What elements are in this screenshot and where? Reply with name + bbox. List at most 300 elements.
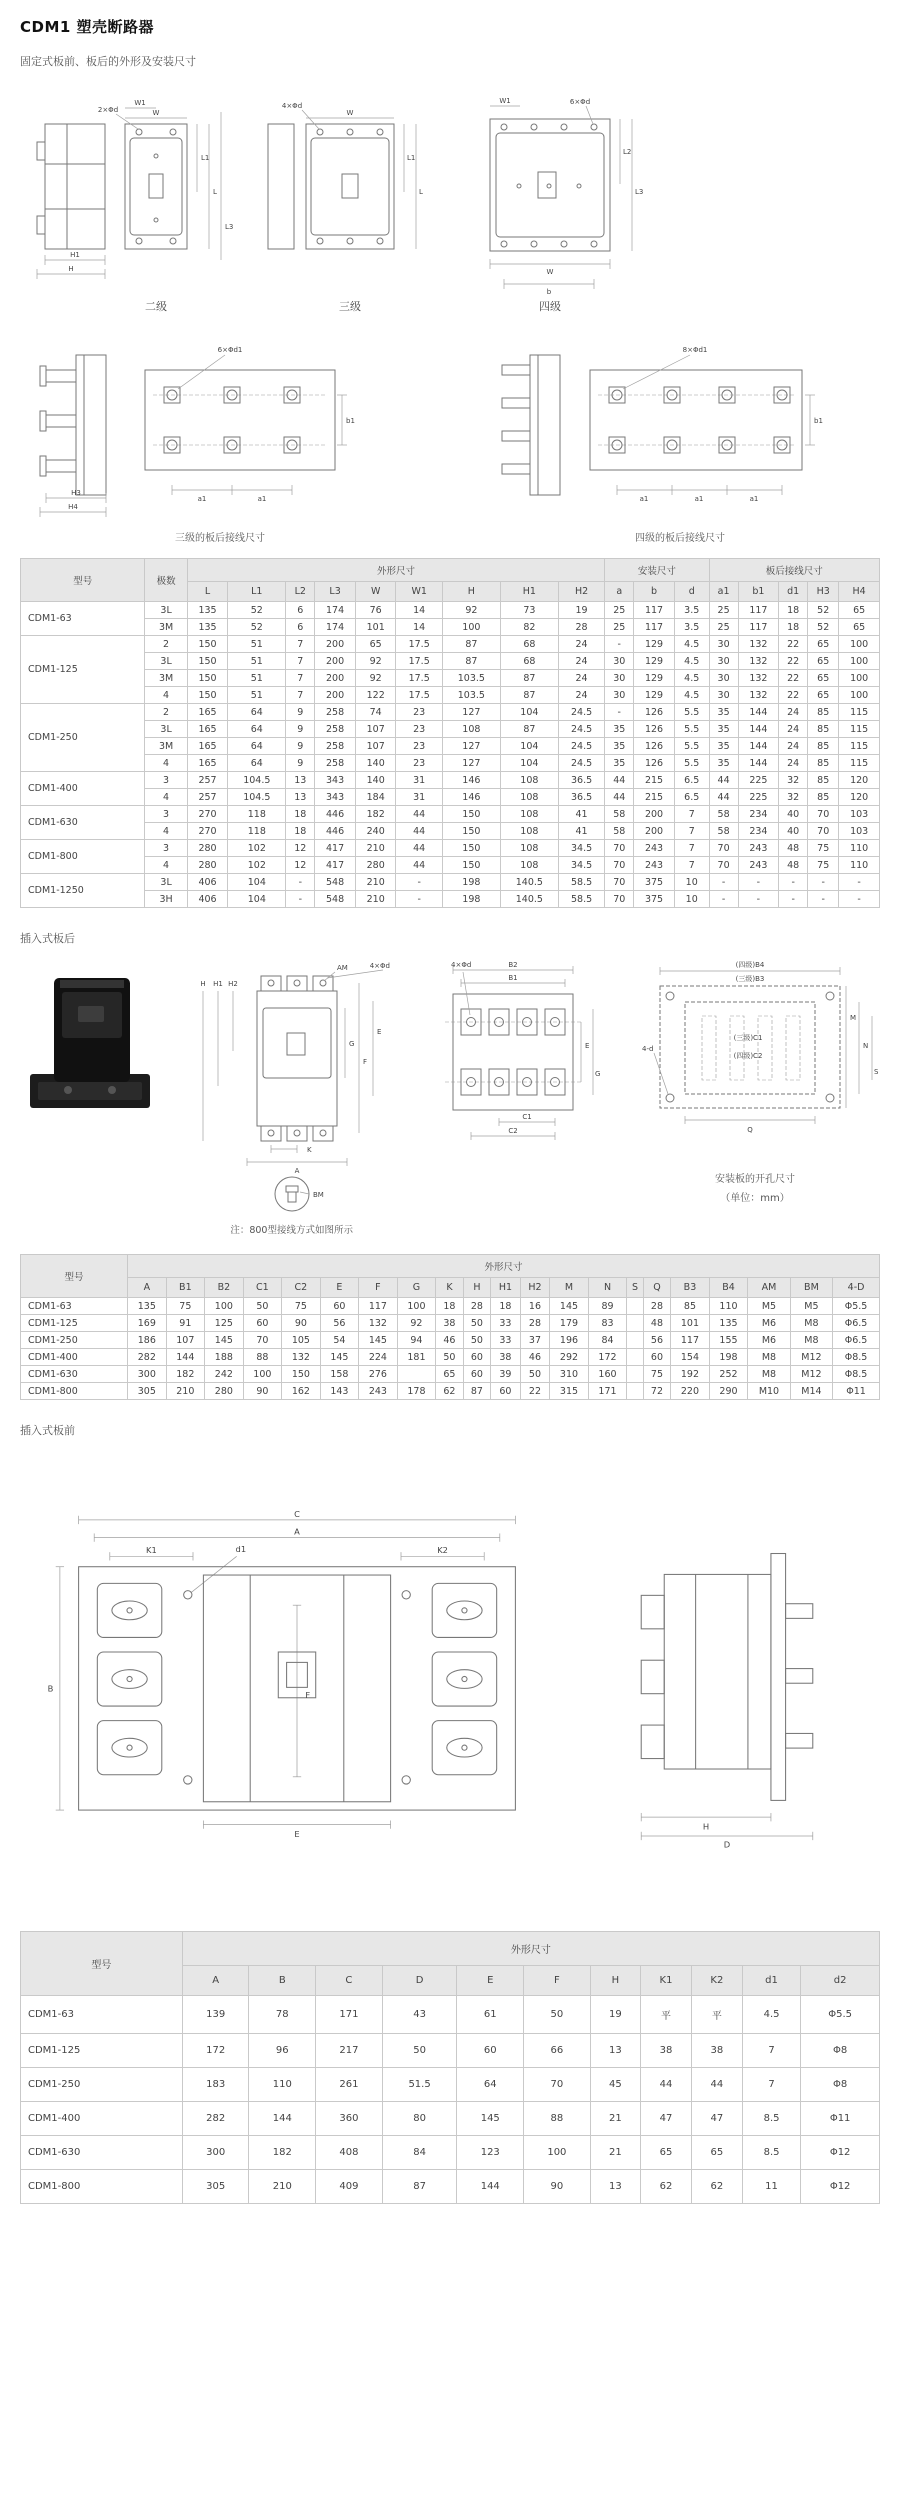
dim-cell: 平 — [641, 1996, 692, 2034]
dim-cell: 103.5 — [442, 687, 500, 704]
dim-cell: 90 — [243, 1383, 282, 1400]
dim-label: 6×Φd — [569, 98, 591, 106]
dim-cell: 35 — [709, 721, 738, 738]
dim-cell: 35 — [709, 704, 738, 721]
model-cell: CDM1-800 — [21, 1383, 128, 1400]
column-header: L2 — [286, 582, 315, 602]
dim-cell: 300 — [128, 1366, 167, 1383]
dim-cell: 65 — [808, 636, 839, 653]
dim-cell: 258 — [315, 721, 356, 738]
dim-cell: 145 — [205, 1332, 244, 1349]
dim-label: 4-d — [641, 1045, 654, 1053]
dim-cell: 54 — [320, 1332, 359, 1349]
dim-cell: 18 — [436, 1298, 464, 1315]
dim-label: (四级)C2 — [733, 1052, 763, 1060]
dim-cell: 39 — [491, 1366, 521, 1383]
dim-cell: 107 — [355, 738, 396, 755]
poles-cell: 4 — [145, 755, 187, 772]
dim-cell: Φ8 — [801, 2068, 880, 2102]
column-header: BM — [790, 1278, 832, 1298]
dim-label: L — [419, 188, 423, 196]
table-row — [21, 772, 880, 789]
column-header: H1 — [491, 1278, 521, 1298]
dim-cell: 6 — [286, 602, 315, 619]
column-header: H — [442, 582, 500, 602]
table-row — [21, 840, 880, 857]
dim-cell: M5 — [790, 1298, 832, 1315]
dim-cell: 44 — [396, 857, 442, 874]
dim-cell: 224 — [359, 1349, 398, 1366]
dim-cell: 182 — [249, 2136, 316, 2170]
dim-cell: 280 — [187, 857, 228, 874]
dim-cell: 34.5 — [558, 840, 604, 857]
dim-cell: 165 — [187, 755, 228, 772]
dim-cell: 10 — [674, 891, 709, 908]
dim-cell: 110 — [839, 857, 880, 874]
dim-cell: 375 — [634, 874, 675, 891]
dim-cell: 35 — [605, 755, 634, 772]
dim-cell: 30 — [709, 636, 738, 653]
dim-cell: 548 — [315, 874, 356, 891]
dim-label: E — [376, 1028, 382, 1036]
dim-label: H3 — [71, 489, 81, 497]
column-header: a — [605, 582, 634, 602]
dim-cell: 169 — [128, 1315, 167, 1332]
dim-cell: 6.5 — [674, 772, 709, 789]
model-cell: CDM1-400 — [21, 772, 145, 806]
dim-cell: 7 — [674, 840, 709, 857]
dim-label: H — [68, 265, 74, 273]
dim-cell: 23 — [396, 755, 442, 772]
dim-cell: 64 — [228, 721, 286, 738]
dim-cell: 76 — [355, 602, 396, 619]
dim-cell: 50 — [436, 1349, 464, 1366]
dim-cell: 35 — [709, 738, 738, 755]
dim-cell: 145 — [457, 2102, 524, 2136]
wiring-note: 注：800型接线方式如图所示 — [230, 1225, 353, 1236]
dim-cell: 36.5 — [558, 789, 604, 806]
column-header: Q — [643, 1278, 671, 1298]
dim-cell: 103 — [839, 823, 880, 840]
dim-label: Q — [747, 1126, 753, 1134]
column-header: H2 — [520, 1278, 550, 1298]
dim-cell: M6 — [748, 1332, 790, 1349]
dim-cell: 24 — [558, 687, 604, 704]
table-row — [21, 1298, 880, 1315]
dim-cell: 100 — [839, 670, 880, 687]
dim-cell: 87 — [500, 670, 558, 687]
dim-cell: 102 — [228, 857, 286, 874]
dim-cell: 75 — [282, 1298, 321, 1315]
column-header: H3 — [808, 582, 839, 602]
dim-cell: 22 — [779, 636, 808, 653]
dim-cell: 66 — [524, 2034, 591, 2068]
dim-cell: 31 — [396, 789, 442, 806]
dim-cell: 28 — [643, 1298, 671, 1315]
dim-cell: 58 — [709, 823, 738, 840]
dim-cell: 60 — [463, 1349, 491, 1366]
dim-label: F — [305, 1689, 311, 1700]
dim-label: H — [702, 1821, 710, 1832]
dim-cell: 4.5 — [674, 687, 709, 704]
dim-cell: 16 — [520, 1298, 550, 1315]
poles-cell: 4 — [145, 823, 187, 840]
dim-cell: 104 — [500, 704, 558, 721]
dim-cell: 103.5 — [442, 670, 500, 687]
dim-label: H2 — [227, 980, 238, 988]
table-row — [21, 857, 880, 874]
dim-cell: 242 — [205, 1366, 244, 1383]
dim-cell: 7 — [742, 2034, 800, 2068]
poles-cell: 3L — [145, 653, 187, 670]
dim-cell: 30 — [709, 653, 738, 670]
breaker-side-view — [37, 124, 105, 249]
dim-label: L1 — [201, 154, 210, 162]
dim-cell: 215 — [634, 789, 675, 806]
dim-cell: 270 — [187, 806, 228, 823]
dim-cell: 10 — [674, 874, 709, 891]
dim-cell: 179 — [550, 1315, 589, 1332]
drawing-plugin-terminal-grid — [423, 956, 603, 1156]
dim-cell: 9 — [286, 704, 315, 721]
dim-cell: 平 — [691, 1996, 742, 2034]
dim-cell: 100 — [397, 1298, 436, 1315]
dim-cell: 143 — [320, 1383, 359, 1400]
dim-cell: 135 — [187, 619, 228, 636]
table-row — [21, 687, 880, 704]
dim-label: d1 — [235, 1544, 247, 1555]
dim-cell: 150 — [282, 1366, 321, 1383]
dim-cell: 120 — [839, 772, 880, 789]
dim-cell: 70 — [808, 806, 839, 823]
column-group-header: 板后接线尺寸 — [709, 559, 879, 582]
dim-cell: 115 — [839, 738, 880, 755]
table-row — [21, 636, 880, 653]
table-row — [21, 1996, 880, 2034]
column-header: B2 — [205, 1278, 244, 1298]
dim-cell: 101 — [355, 619, 396, 636]
dim-cell: 7 — [674, 806, 709, 823]
dim-cell: 118 — [228, 823, 286, 840]
dim-cell: Φ5.5 — [833, 1298, 880, 1315]
table-row — [21, 619, 880, 636]
dim-cell: 96 — [249, 2034, 316, 2068]
dim-cell: 150 — [442, 857, 500, 874]
dim-cell: 210 — [355, 891, 396, 908]
column-header: d1 — [779, 582, 808, 602]
breaker-front-view-4p — [490, 119, 610, 251]
dim-cell: 41 — [558, 823, 604, 840]
dim-cell: 60 — [243, 1315, 282, 1332]
dim-cell: 100 — [205, 1298, 244, 1315]
dim-cell — [627, 1349, 643, 1366]
dim-cell: - — [839, 874, 880, 891]
dim-cell: 58.5 — [558, 891, 604, 908]
dim-cell: 220 — [671, 1383, 710, 1400]
dim-cell: 12 — [286, 857, 315, 874]
dim-cell: 65 — [839, 619, 880, 636]
dim-cell: 50 — [463, 1315, 491, 1332]
dim-label: H — [200, 980, 206, 988]
poles-cell: 3M — [145, 738, 187, 755]
model-cell: CDM1-250 — [21, 2068, 183, 2102]
dim-label: L1 — [407, 154, 416, 162]
dim-cell: 122 — [355, 687, 396, 704]
column-header: H2 — [558, 582, 604, 602]
table-row — [21, 1349, 880, 1366]
dim-cell: 44 — [691, 2068, 742, 2102]
dim-cell: 406 — [187, 891, 228, 908]
dim-cell: 52 — [228, 619, 286, 636]
dim-cell: - — [839, 891, 880, 908]
dim-cell: 64 — [457, 2068, 524, 2102]
dim-cell: 140.5 — [500, 874, 558, 891]
dim-label: C1 — [522, 1113, 532, 1121]
dim-cell: 28 — [463, 1298, 491, 1315]
dim-label: C2 — [508, 1127, 518, 1135]
dim-cell: 406 — [187, 874, 228, 891]
dim-cell: 132 — [359, 1315, 398, 1332]
dim-cell: 85 — [671, 1298, 710, 1315]
dim-cell: 52 — [808, 602, 839, 619]
dim-cell: Φ12 — [801, 2170, 880, 2204]
dim-cell: 5.5 — [674, 721, 709, 738]
dim-cell: 110 — [249, 2068, 316, 2102]
model-cell: CDM1-400 — [21, 1349, 128, 1366]
dim-cell: 47 — [691, 2102, 742, 2136]
poles-cell: 3L — [145, 874, 187, 891]
dim-cell: 13 — [590, 2170, 640, 2204]
dim-cell: - — [605, 704, 634, 721]
model-cell: CDM1-630 — [21, 1366, 128, 1383]
table-row — [21, 2170, 880, 2204]
dim-cell: 144 — [738, 721, 779, 738]
dim-cell: 200 — [315, 636, 356, 653]
dim-cell: 72 — [643, 1383, 671, 1400]
model-cell: CDM1-400 — [21, 2102, 183, 2136]
dim-cell: 36.5 — [558, 772, 604, 789]
dim-cell: 35 — [709, 755, 738, 772]
dim-cell: 18 — [491, 1298, 521, 1315]
dim-cell: - — [808, 891, 839, 908]
dim-cell: 282 — [182, 2102, 249, 2136]
dim-cell: 24 — [558, 636, 604, 653]
dim-cell: 19 — [590, 1996, 640, 2034]
dim-cell: 3.5 — [674, 602, 709, 619]
dim-cell: Φ11 — [801, 2102, 880, 2136]
dim-cell: M12 — [790, 1349, 832, 1366]
dim-cell: 38 — [491, 1349, 521, 1366]
dim-cell: 144 — [457, 2170, 524, 2204]
dim-cell: 184 — [355, 789, 396, 806]
column-header-model: 型号 — [21, 1932, 183, 1996]
column-header: K — [436, 1278, 464, 1298]
column-header: d1 — [742, 1966, 800, 1996]
dim-cell: 85 — [808, 738, 839, 755]
dim-cell: 6 — [286, 619, 315, 636]
dim-cell: 23 — [396, 738, 442, 755]
column-header: b1 — [738, 582, 779, 602]
column-header: C — [316, 1966, 383, 1996]
dim-cell: 70 — [709, 840, 738, 857]
dim-cell: 24.5 — [558, 755, 604, 772]
dim-cell: M5 — [748, 1298, 790, 1315]
dim-cell: 200 — [315, 653, 356, 670]
dim-cell: 31 — [396, 772, 442, 789]
dim-cell: 104 — [500, 738, 558, 755]
dim-cell: 188 — [205, 1349, 244, 1366]
dim-cell: 174 — [315, 602, 356, 619]
dim-cell: 192 — [671, 1366, 710, 1383]
dim-cell: 117 — [359, 1298, 398, 1315]
dim-cell: 282 — [128, 1349, 167, 1366]
table-row — [21, 653, 880, 670]
dim-cell: 65 — [808, 670, 839, 687]
column-header: B — [249, 1966, 316, 1996]
breaker-photo — [20, 956, 160, 1126]
dim-cell: 409 — [316, 2170, 383, 2204]
dim-cell: 117 — [738, 619, 779, 636]
column-header-poles: 极数 — [145, 559, 187, 602]
dim-cell: 108 — [500, 857, 558, 874]
column-header: 4-D — [833, 1278, 880, 1298]
dim-cell: - — [709, 874, 738, 891]
dim-cell: 85 — [808, 772, 839, 789]
dim-cell: 30 — [709, 670, 738, 687]
dim-cell: 186 — [128, 1332, 167, 1349]
column-header: d2 — [801, 1966, 880, 1996]
dim-cell: 150 — [442, 823, 500, 840]
dim-cell: 65 — [691, 2136, 742, 2170]
dim-cell: 129 — [634, 653, 675, 670]
column-header: L3 — [315, 582, 356, 602]
dim-cell: 210 — [249, 2170, 316, 2204]
dim-cell: 174 — [315, 619, 356, 636]
dim-cell: 87 — [442, 653, 500, 670]
dim-cell: 58 — [605, 823, 634, 840]
dim-cell: 200 — [634, 806, 675, 823]
dim-cell: 178 — [397, 1383, 436, 1400]
dim-cell: 145 — [359, 1332, 398, 1349]
dim-cell: 198 — [442, 874, 500, 891]
dim-cell: 145 — [320, 1349, 359, 1366]
dim-cell: Φ6.5 — [833, 1332, 880, 1349]
dim-label: H1 — [212, 980, 223, 988]
dim-cell: 92 — [397, 1315, 436, 1332]
dim-cell: 276 — [359, 1366, 398, 1383]
dim-cell: 257 — [187, 789, 228, 806]
dim-label: 4×Φd — [281, 102, 303, 110]
dim-cell — [627, 1332, 643, 1349]
dim-cell: 44 — [605, 789, 634, 806]
poles-cell: 4 — [145, 687, 187, 704]
dim-cell: 7 — [286, 653, 315, 670]
dim-label: B — [47, 1683, 54, 1694]
dim-cell: 258 — [315, 738, 356, 755]
drawing-plugin-front-view — [187, 956, 397, 1216]
dim-cell: 123 — [457, 2136, 524, 2170]
dim-cell: 200 — [634, 823, 675, 840]
dim-cell: 62 — [641, 2170, 692, 2204]
dim-cell: 65 — [641, 2136, 692, 2170]
dim-cell: 83 — [588, 1315, 627, 1332]
drawing-rear-3pole — [20, 340, 420, 525]
figure-plugin-front-main — [37, 1506, 557, 1850]
dim-cell: 225 — [738, 772, 779, 789]
table-row — [21, 874, 880, 891]
dim-cell: 107 — [166, 1332, 205, 1349]
column-header: A — [128, 1278, 167, 1298]
dim-cell: 24 — [779, 704, 808, 721]
dim-cell: 150 — [442, 840, 500, 857]
dim-cell: 290 — [709, 1383, 748, 1400]
figure-caption: 四级的板后接线尺寸 — [635, 533, 725, 544]
dim-cell: 17.5 — [396, 687, 442, 704]
column-header: B3 — [671, 1278, 710, 1298]
dim-cell: 129 — [634, 687, 675, 704]
poles-cell: 2 — [145, 636, 187, 653]
dim-cell: 38 — [691, 2034, 742, 2068]
dim-cell: 132 — [738, 687, 779, 704]
dim-cell: 18 — [286, 823, 315, 840]
dim-cell: 117 — [634, 602, 675, 619]
dim-cell: 108 — [500, 789, 558, 806]
dim-cell: 162 — [282, 1383, 321, 1400]
dim-cell: 140 — [355, 772, 396, 789]
dim-cell: 115 — [839, 704, 880, 721]
dim-cell — [627, 1298, 643, 1315]
dim-cell: 160 — [588, 1366, 627, 1383]
dim-cell: 65 — [808, 687, 839, 704]
column-group-header: 外形尺寸 — [128, 1255, 880, 1278]
dim-cell: 32 — [779, 789, 808, 806]
dim-cell: 126 — [634, 704, 675, 721]
dim-cell: 104 — [228, 891, 286, 908]
dim-cell: 24 — [779, 738, 808, 755]
dim-cell: M6 — [748, 1315, 790, 1332]
dim-cell: 50 — [243, 1298, 282, 1315]
dim-cell: 261 — [316, 2068, 383, 2102]
dim-cell: 140.5 — [500, 891, 558, 908]
dim-cell: 44 — [396, 806, 442, 823]
dim-cell: 13 — [286, 772, 315, 789]
poles-cell: 3 — [145, 840, 187, 857]
dim-cell: 50 — [520, 1366, 550, 1383]
column-header-model: 型号 — [21, 559, 145, 602]
dim-cell: 243 — [634, 857, 675, 874]
cutout-caption: 安装板的开孔尺寸 — [714, 1174, 795, 1185]
drawing-mounting-cutout — [630, 956, 880, 1166]
dim-cell: 50 — [382, 2034, 457, 2068]
dim-cell: 75 — [166, 1298, 205, 1315]
rear-wiring-figures — [20, 340, 880, 544]
dim-cell: 217 — [316, 2034, 383, 2068]
dim-cell: 7 — [742, 2068, 800, 2102]
dim-cell: 7 — [286, 687, 315, 704]
dim-label: (四级)B4 — [735, 961, 765, 969]
dim-cell: 117 — [738, 602, 779, 619]
dim-cell: 44 — [396, 823, 442, 840]
dim-cell: 110 — [709, 1298, 748, 1315]
dim-cell: 12 — [286, 840, 315, 857]
dim-cell: 172 — [588, 1349, 627, 1366]
dim-cell: 198 — [709, 1349, 748, 1366]
table-row — [21, 670, 880, 687]
column-header: L1 — [228, 582, 286, 602]
dim-cell: - — [779, 874, 808, 891]
dim-cell: 44 — [709, 772, 738, 789]
table-row — [21, 2034, 880, 2068]
